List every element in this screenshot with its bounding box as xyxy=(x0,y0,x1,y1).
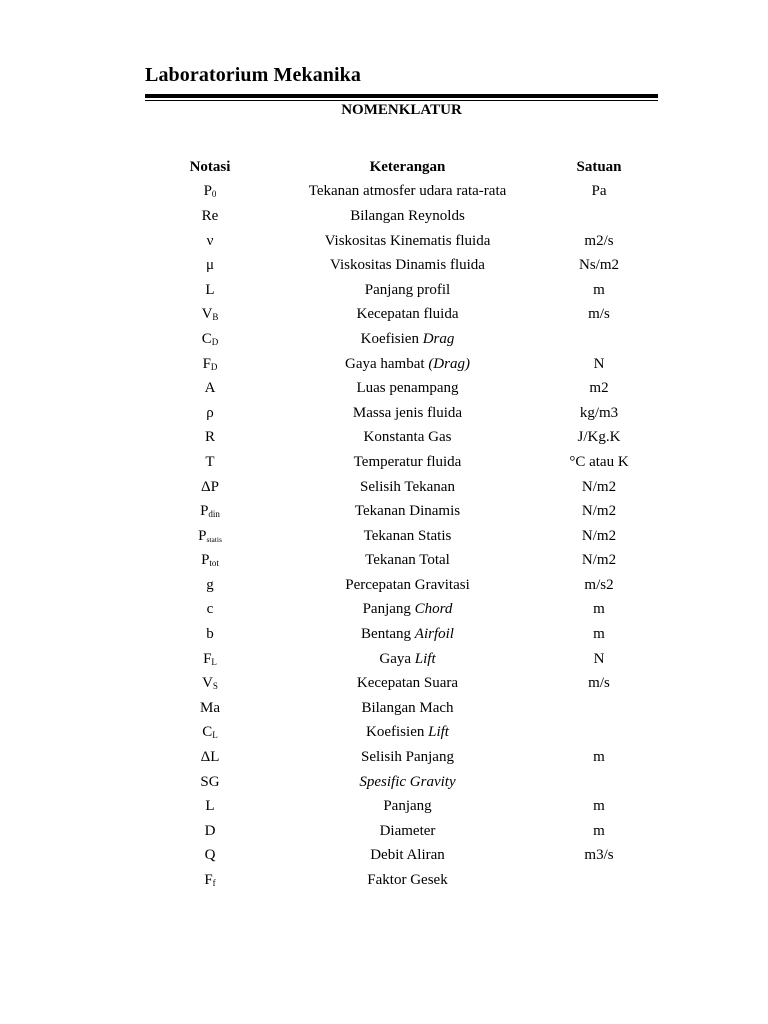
keterangan-cell xyxy=(275,303,540,328)
satuan-cell: kg/m3 xyxy=(579,404,619,421)
notasi-symbol: V xyxy=(201,306,213,323)
keterangan-text: Percepatan Gravitasi xyxy=(345,576,470,593)
keterangan-italic-text: Spesific Gravity xyxy=(359,773,456,790)
keterangan-text: Tekanan Dinamis xyxy=(354,503,461,520)
satuan-cell: m xyxy=(593,626,605,643)
keterangan-cell xyxy=(275,622,540,647)
table-row xyxy=(145,229,658,254)
notasi-symbol: c xyxy=(206,601,214,618)
notasi-subscript: S xyxy=(212,681,218,692)
satuan-cell xyxy=(540,770,658,795)
keterangan-text: Gaya hambat xyxy=(345,355,429,372)
notasi-cell xyxy=(145,844,275,869)
notasi-subscript: D xyxy=(210,361,218,372)
satuan-cell: N/m2 xyxy=(581,527,617,544)
keterangan-text: Faktor Gesek xyxy=(367,872,448,889)
keterangan-text: Kecepatan Suara xyxy=(356,675,459,692)
keterangan-text: Tekanan atmosfer udara rata-rata xyxy=(308,183,507,200)
keterangan-text: Panjang xyxy=(362,601,415,618)
satuan-cell: N/m2 xyxy=(581,503,617,520)
satuan-cell: m/s xyxy=(588,675,610,692)
notasi-symbol: g xyxy=(206,576,214,593)
keterangan-cell xyxy=(275,499,540,524)
notasi-cell xyxy=(145,401,275,426)
keterangan-text: Bentang xyxy=(361,626,415,643)
keterangan-text: Tekanan Total xyxy=(365,552,450,569)
notasi-symbol: A xyxy=(204,380,216,397)
notasi-symbol: C xyxy=(201,330,212,347)
header-rule-thin xyxy=(145,100,658,101)
notasi-cell xyxy=(145,180,275,205)
notasi-symbol: ν xyxy=(206,232,214,249)
notasi-cell xyxy=(145,327,275,352)
satuan-cell: Pa xyxy=(591,183,607,200)
notasi-cell xyxy=(145,376,275,401)
column-header-keterangan: Keterangan xyxy=(369,158,446,175)
table-row xyxy=(145,573,658,598)
keterangan-cell xyxy=(275,770,540,795)
notasi-symbol: P xyxy=(200,503,209,520)
keterangan-text: Panjang xyxy=(383,798,432,815)
keterangan-text: Selisih Tekanan xyxy=(360,478,455,495)
table-row xyxy=(145,671,658,696)
keterangan-cell xyxy=(275,180,540,205)
table-row xyxy=(145,180,658,205)
keterangan-cell xyxy=(275,794,540,819)
notasi-symbol: R xyxy=(204,429,215,446)
notasi-symbol: Q xyxy=(204,847,216,864)
notasi-cell xyxy=(145,573,275,598)
keterangan-text: Massa jenis fluida xyxy=(352,404,463,421)
keterangan-text: Viskositas Dinamis fluida xyxy=(330,257,485,274)
keterangan-text: Bilangan Mach xyxy=(361,699,454,716)
notasi-symbol: SG xyxy=(200,773,220,790)
notasi-cell xyxy=(145,647,275,672)
notasi-symbol: P xyxy=(203,183,212,200)
notasi-symbol: F xyxy=(204,872,213,889)
table-row xyxy=(145,647,658,672)
satuan-cell: Ns/m2 xyxy=(578,257,619,274)
keterangan-italic-text: Drag xyxy=(422,330,455,347)
satuan-cell: N xyxy=(593,355,605,372)
notasi-subscript: 0 xyxy=(211,189,217,200)
notasi-symbol: T xyxy=(205,453,215,470)
keterangan-cell xyxy=(275,524,540,549)
keterangan-cell xyxy=(275,549,540,574)
table-row xyxy=(145,450,658,475)
keterangan-text: Selisih Panjang xyxy=(361,749,454,766)
table-row xyxy=(145,598,658,623)
notasi-subscript: tot xyxy=(209,558,219,569)
table-row xyxy=(145,721,658,746)
keterangan-cell xyxy=(275,745,540,770)
notasi-subscript: D xyxy=(211,336,219,347)
satuan-cell: m xyxy=(593,601,605,618)
keterangan-italic-text: Lift xyxy=(414,650,436,667)
keterangan-text: Gaya xyxy=(379,650,415,667)
notasi-cell xyxy=(145,524,275,549)
table-row xyxy=(145,819,658,844)
notasi-cell xyxy=(145,450,275,475)
table-row xyxy=(145,794,658,819)
satuan-cell xyxy=(540,327,658,352)
table-row xyxy=(145,745,658,770)
satuan-cell: m/s2 xyxy=(584,576,614,593)
notasi-cell xyxy=(145,303,275,328)
table-row xyxy=(145,622,658,647)
notasi-symbol: L xyxy=(205,281,215,298)
notasi-cell xyxy=(145,671,275,696)
keterangan-text: Temperatur fluida xyxy=(353,453,462,470)
table-row xyxy=(145,475,658,500)
keterangan-text: Koefisien xyxy=(366,724,429,741)
notasi-cell xyxy=(145,819,275,844)
satuan-cell xyxy=(540,696,658,721)
keterangan-text: Bilangan Reynolds xyxy=(350,207,465,224)
keterangan-cell xyxy=(275,450,540,475)
satuan-cell: N/m2 xyxy=(581,552,617,569)
notasi-cell xyxy=(145,229,275,254)
table-row xyxy=(145,401,658,426)
notasi-symbol: P xyxy=(198,527,207,544)
notasi-cell xyxy=(145,475,275,500)
notasi-symbol: ΔL xyxy=(200,749,220,766)
table-row xyxy=(145,278,658,303)
keterangan-text: Viskositas Kinematis fluida xyxy=(324,232,491,249)
table-row xyxy=(145,426,658,451)
satuan-cell xyxy=(540,868,658,893)
keterangan-cell xyxy=(275,204,540,229)
table-row xyxy=(145,499,658,524)
notasi-symbol: Ma xyxy=(200,699,220,716)
satuan-cell: m/s xyxy=(588,306,610,323)
notasi-subscript: f xyxy=(212,878,216,889)
notasi-symbol: μ xyxy=(205,257,215,274)
satuan-cell: N/m2 xyxy=(581,478,617,495)
satuan-cell xyxy=(540,721,658,746)
header-title: Laboratorium Mekanika xyxy=(145,64,361,86)
satuan-cell xyxy=(540,204,658,229)
keterangan-text: Koefisien xyxy=(360,330,423,347)
notasi-cell xyxy=(145,794,275,819)
notasi-cell xyxy=(145,204,275,229)
table-header-row xyxy=(145,155,658,180)
table-row xyxy=(145,844,658,869)
satuan-cell: m2/s xyxy=(584,232,614,249)
keterangan-cell xyxy=(275,696,540,721)
nomenclature-table xyxy=(145,155,658,893)
notasi-symbol: V xyxy=(202,675,213,692)
keterangan-cell xyxy=(275,844,540,869)
keterangan-text: Konstanta Gas xyxy=(363,429,452,446)
notasi-symbol: ρ xyxy=(206,404,214,421)
table-row xyxy=(145,696,658,721)
notasi-cell xyxy=(145,549,275,574)
satuan-cell: °C atau K xyxy=(569,453,629,470)
notasi-subscript: L xyxy=(211,656,217,667)
notasi-cell xyxy=(145,598,275,623)
keterangan-italic-text: Lift xyxy=(428,724,449,741)
notasi-cell xyxy=(145,745,275,770)
satuan-cell: m2 xyxy=(589,380,609,397)
section-title: NOMENKLATUR xyxy=(341,102,462,118)
table-row xyxy=(145,770,658,795)
keterangan-text: Debit Aliran xyxy=(370,847,445,864)
satuan-cell: J/Kg.K xyxy=(577,429,621,446)
notasi-cell xyxy=(145,253,275,278)
keterangan-italic-text: Chord xyxy=(414,601,453,618)
keterangan-cell xyxy=(275,327,540,352)
keterangan-cell xyxy=(275,819,540,844)
keterangan-cell xyxy=(275,475,540,500)
notasi-cell xyxy=(145,622,275,647)
notasi-cell xyxy=(145,770,275,795)
header-rule-thick xyxy=(145,94,658,98)
keterangan-cell xyxy=(275,376,540,401)
notasi-subscript: B xyxy=(212,312,219,323)
notasi-symbol: L xyxy=(205,798,215,815)
keterangan-cell xyxy=(275,426,540,451)
table-row xyxy=(145,352,658,377)
column-header-satuan: Satuan xyxy=(576,158,622,175)
notasi-symbol: D xyxy=(204,822,216,839)
notasi-subscript: L xyxy=(212,730,218,741)
keterangan-cell xyxy=(275,721,540,746)
keterangan-cell xyxy=(275,253,540,278)
notasi-subscript: statis xyxy=(206,534,222,544)
table-row xyxy=(145,253,658,278)
keterangan-cell xyxy=(275,671,540,696)
table-row xyxy=(145,204,658,229)
keterangan-cell xyxy=(275,229,540,254)
table-row xyxy=(145,303,658,328)
satuan-cell: m xyxy=(593,798,605,815)
notasi-cell xyxy=(145,868,275,893)
keterangan-cell xyxy=(275,868,540,893)
satuan-cell: m3/s xyxy=(584,847,614,864)
notasi-subscript: din xyxy=(208,509,220,520)
keterangan-cell xyxy=(275,598,540,623)
keterangan-cell xyxy=(275,278,540,303)
keterangan-italic-text: (Drag) xyxy=(428,355,470,372)
keterangan-text: Panjang profil xyxy=(364,281,451,298)
table-body xyxy=(145,180,658,893)
keterangan-italic-text: Airfoil xyxy=(414,626,454,643)
keterangan-cell xyxy=(275,401,540,426)
notasi-cell xyxy=(145,696,275,721)
notasi-cell xyxy=(145,278,275,303)
keterangan-cell xyxy=(275,573,540,598)
notasi-cell xyxy=(145,426,275,451)
keterangan-cell xyxy=(275,352,540,377)
notasi-cell xyxy=(145,499,275,524)
notasi-cell xyxy=(145,352,275,377)
notasi-symbol: Re xyxy=(201,207,219,224)
column-header-notasi: Notasi xyxy=(189,158,231,175)
table-row xyxy=(145,327,658,352)
table-row xyxy=(145,868,658,893)
notasi-symbol: P xyxy=(201,552,210,569)
satuan-cell: N xyxy=(593,650,605,667)
satuan-cell: m xyxy=(593,749,605,766)
table-row xyxy=(145,549,658,574)
satuan-cell: m xyxy=(593,822,605,839)
notasi-cell xyxy=(145,721,275,746)
keterangan-text: Luas penampang xyxy=(356,380,459,397)
table-row xyxy=(145,376,658,401)
notasi-symbol: C xyxy=(202,724,213,741)
notasi-symbol: ΔP xyxy=(201,478,219,495)
satuan-cell: m xyxy=(593,281,605,298)
notasi-symbol: F xyxy=(202,355,211,372)
notasi-symbol: F xyxy=(203,650,212,667)
notasi-symbol: b xyxy=(206,626,214,643)
table-row xyxy=(145,524,658,549)
keterangan-text: Kecepatan fluida xyxy=(356,306,459,323)
keterangan-text: Diameter xyxy=(379,822,436,839)
keterangan-text: Tekanan Statis xyxy=(363,527,452,544)
keterangan-cell xyxy=(275,647,540,672)
